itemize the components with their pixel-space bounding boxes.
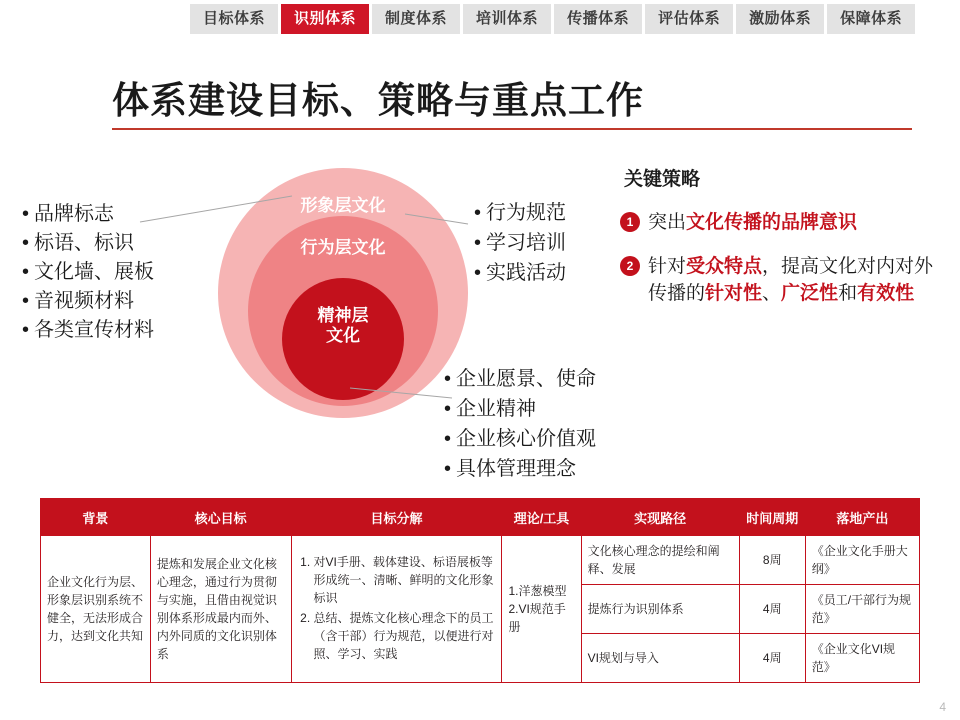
cell-background: 企业文化行为层、形象层识别系统不健全，无法形成合力，达到文化共知 [41, 536, 151, 683]
col-output: 落地产出 [805, 499, 919, 536]
cell-path: VI规划与导入 [581, 634, 739, 683]
tool-item: 2.VI规范手册 [508, 602, 566, 634]
col-period: 时间周期 [739, 499, 805, 536]
page-title: 体系建设目标、策略与重点工作 [112, 80, 644, 121]
strategy-item-2 [620, 253, 950, 308]
cell-path: 提炼行为识别体系 [581, 585, 739, 634]
cell-path: 文化核心理念的提绘和阐释、发展 [581, 536, 739, 585]
col-tools: 理论/工具 [502, 499, 581, 536]
cell-output: 《企业文化VI规范》 [805, 634, 919, 683]
list-item: • 企业愿景、使命 [444, 364, 596, 394]
strategy-text-2: 针对受众特点，提高文化对内对外传播的针对性、广泛性和有效性 [648, 255, 934, 305]
cell-goal-breakdown [291, 536, 502, 683]
strategy-item-1 [620, 209, 950, 237]
cell-output: 《员工/干部行为规范》 [805, 585, 919, 634]
roadmap-table [40, 498, 920, 683]
table-header-row [41, 499, 920, 536]
list-item: • 企业核心价值观 [444, 424, 596, 454]
list-item: • 各类宣传材料 [22, 316, 154, 345]
cell-core-goal: 提炼和发展企业文化核心理念，通过行为贯彻与实施，且借由视觉识别体系形成最内而外、内外同质的文化识别体系 [150, 536, 291, 683]
page-number: 4 [939, 700, 946, 714]
cell-period: 4周 [739, 634, 805, 683]
col-path: 实现路径 [581, 499, 739, 536]
list-item: • 学习培训 [474, 228, 566, 258]
cell-output: 《企业文化手册大纲》 [805, 536, 919, 585]
goal-breakdown-item: 1. 对VI手册、载体建设、标语展板等形成统一、清晰、鲜明的文化形象标识 [314, 553, 496, 607]
col-background: 背景 [41, 499, 151, 536]
tab-guarantee-system[interactable]: 保障体系 [827, 4, 915, 34]
cell-period: 4周 [739, 585, 805, 634]
list-item: • 品牌标志 [22, 200, 154, 229]
cell-tools [502, 536, 581, 683]
tool-item: 1.洋葱模型 [508, 584, 567, 598]
roadmap-table-wrapper [40, 498, 920, 683]
table-row [41, 536, 920, 585]
strategy-number-badge: 1 [620, 212, 640, 232]
list-item: • 音视频材料 [22, 287, 154, 316]
strategy-number-badge: 2 [620, 256, 640, 276]
col-core-goal: 核心目标 [150, 499, 291, 536]
behavior-bullet-list [474, 198, 566, 288]
tab-incentive-system[interactable]: 激励体系 [736, 4, 824, 34]
tab-institution-system[interactable]: 制度体系 [372, 4, 460, 34]
list-item: • 行为规范 [474, 198, 566, 228]
goal-breakdown-item: 2. 总结、提炼文化核心理念下的员工（含干部）行为规范，以便进行对照、学习、实践 [314, 609, 496, 663]
col-goal-breakdown: 目标分解 [291, 499, 502, 536]
list-item: • 文化墙、展板 [22, 258, 154, 287]
key-strategy-title: 关键策略 [624, 169, 701, 190]
culture-layers-diagram [218, 168, 468, 418]
tab-strip [190, 4, 915, 34]
title-divider [112, 128, 912, 130]
list-item: • 具体管理理念 [444, 454, 596, 484]
list-item: • 企业精神 [444, 394, 596, 424]
left-bullet-list [22, 200, 154, 345]
list-item: • 标语、标识 [22, 229, 154, 258]
tab-communication-system[interactable]: 传播体系 [554, 4, 642, 34]
ring-spirit-layer [282, 278, 404, 400]
spirit-bullet-list [444, 364, 596, 484]
tab-identity-system[interactable]: 识别体系 [281, 4, 369, 34]
tab-goal-system[interactable]: 目标体系 [190, 4, 278, 34]
list-item: • 实践活动 [474, 258, 566, 288]
key-strategy-panel [620, 164, 950, 324]
cell-period: 8周 [739, 536, 805, 585]
ring-image-layer-label: 形象层文化 [300, 196, 386, 215]
tab-training-system[interactable]: 培训体系 [463, 4, 551, 34]
strategy-text-1: 突出文化传播的品牌意识 [648, 212, 858, 233]
ring-spirit-layer-label: 精神层 文化 [317, 306, 369, 346]
tab-evaluation-system[interactable]: 评估体系 [645, 4, 733, 34]
ring-behavior-layer-label: 行为层文化 [300, 238, 386, 257]
